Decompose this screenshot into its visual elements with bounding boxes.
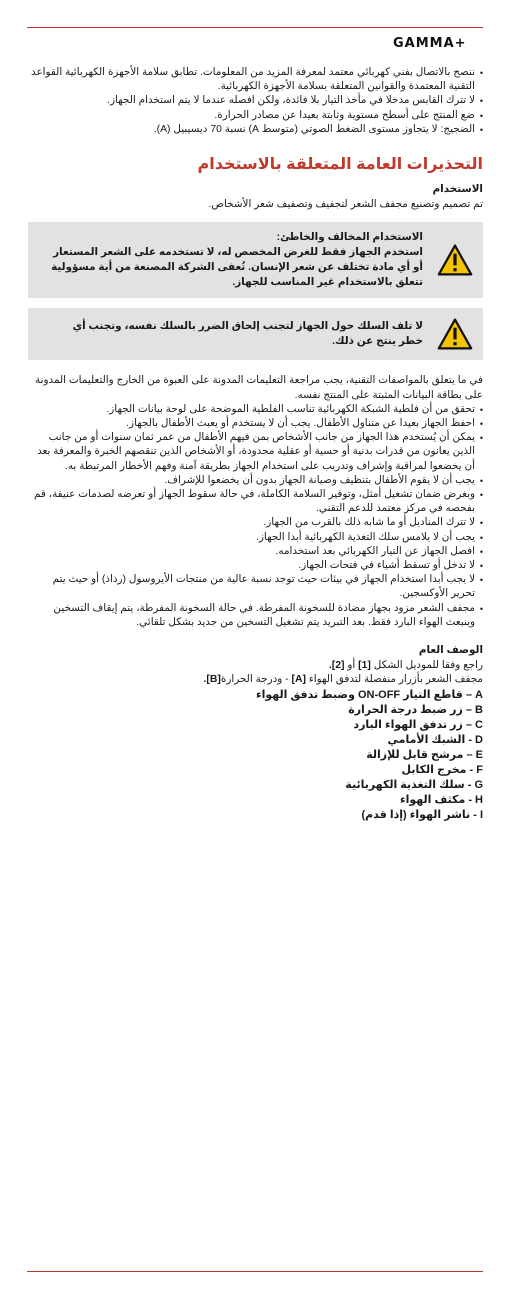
part-item: D - الشبك الأمامي [387,733,483,746]
figure-ref-2: [2]. [328,660,345,672]
warning-box-misuse [28,222,483,298]
list-item: • لا تترك المناديل أو ما شابه ذلك بالقرب من الجهاز. [28,516,483,530]
spec-paragraph: في ما يتعلق بالمواصفات التقنية، يجب مراجعة التعليمات المدونة على العبوة من الخارج والتعليمات المدونة على بطاقة البيانات المثبتة على المنتج نفسه. [35,375,483,401]
part-item: H - مكثف الهواء [399,793,483,806]
warning-box-cable [28,308,483,360]
section-title-warnings: التحذيرات العامة المتعلقة بالاستخدام [197,156,483,174]
part-item: A – قاطع التيار ON-OFF وضبط تدفق الهواء [256,688,483,701]
brand-logo: GAMMA+ [393,36,467,51]
usage-text: تم تصميم وتصنيع مجفف الشعر لتجفيف وتصفيف شعر الأشخاص. [208,199,483,211]
part-item: B – زر ضبط درجة الحرارة [348,703,483,716]
part-item: G - سلك التغذية الكهربائية [345,778,483,791]
list-item: • لا يجب أبدا استخدام الجهاز في بيئات حيث توجد نسبة عالية من منتجات الأيروسول (رذاذ) أو حيث يتم تحرير الأوكسجين. [28,573,483,601]
list-item: • لا تدخل أو تسقط أشياء في فتحات الجهاز. [28,559,483,573]
top-divider [27,27,483,28]
list-item: • احفظ الجهاز بعيدا عن متناول الأطفال. يجب أن لا يستخدم أو يعبث الأطفال بالجهاز. [28,417,483,431]
figure-ref-1: [1] [358,660,371,672]
intro-bullet-list [28,66,483,137]
description-title: الوصف العام [418,645,483,657]
part-item: E – مرشح قابل للإزالة [366,748,483,761]
description-buttons [28,673,483,687]
list-item: • ننصح بالاتصال بفني كهربائي معتمد لمعرفة المزيد من المعلومات. تطابق سلامة الأجهزة الكهربائية القواعد التقنية المعتمدة والقوانين المتعلقة بسلامة الأجهزة الكهربائية. [28,66,483,94]
text-run: راجع وفقا للموديل الشكل [370,660,483,672]
text-run: أو [344,660,359,672]
list-item: • افصل الجهاز عن التيار الكهربائي بعد استخدامه. [28,545,483,559]
warning-triangle-icon [437,316,473,352]
warning-text [48,230,423,290]
list-item: • تحقق من أن فلطية الشبكة الكهربائية تناسب الفلطية الموضحة على لوحة بيانات الجهاز. [28,403,483,417]
list-item: • يمكن أن يُستخدم هذا الجهاز من جانب الأشخاص بمن فيهم الأطفال من عمر ثمان سنوات أو من جانب الذين يعانون من قدرات بدنية أو حسية أو عقلية محدودة، أو الأشخاص الذين تنقصهم الخبرة والمعرفة بعد أن يخضعوا لمراقبة وإشراف وتدريب على استخدام الجهاز بطريقة آمنة وفهم الأخطار المرتبطة به. [28,431,483,474]
list-item: • لا تترك القابس مدخلا في مأخذ التيار بلا فائدة، ولكن افصله عندما لا يتم استخدام الجهاز. [28,94,483,108]
list-item: • يجب أن لا يلامس سلك التغذية الكهربائية أبدا الجهاز. [28,531,483,545]
list-item: • يجب أن لا يقوم الأطفال بتنظيف وصيانة الجهاز بدون أن يخضعوا للإشراف. [28,474,483,488]
text-run: مجفف الشعر بأزرار منفصلة لتدفق الهواء [305,674,483,686]
warning-body: لا تلف السلك حول الجهاز لتجنب إلحاق الضرر بالسلك نفسه، وتجنب أي خطر ينتج عن ذلك. [72,321,423,348]
list-item: • مجفف الشعر مزود بجهاز مضادة للسخونة المفرطة. في حالة السخونة المفرطة، يتم إيقاف التسخين وينبعث الهواء البارد فقط. بعد التبريد يتم تشغيل التسخين من جديد بشكل تلقائي. [28,602,483,630]
warning-body: استخدم الجهاز فقط للغرض المخصص له، لا تستخدمه على الشعر المستعار أو أي مادة تختلف عن شعر الإنسان. تُعفى الشركة المصنعة من أية مسؤولية تتعلق بالاستخدام غير المناسب للجهاز. [51,247,423,289]
bottom-divider [27,1271,483,1272]
description-figure-ref [28,659,483,673]
warning-triangle-icon [437,242,473,278]
text-run: - ودرجة الحرارة [220,674,292,686]
page-content [28,66,483,823]
part-ref-b: [B]. [203,674,221,686]
part-item: I - ناشر الهواء (إذا قدم) [361,808,483,821]
parts-list [28,688,483,823]
part-item: C – زر تدفق الهواء البارد [353,718,483,731]
warning-title: الاستخدام المخالف والخاطئ: [276,232,423,244]
list-item: • ضع المنتج على أسطح مستوية وثابتة بعيدا عن مصادر الحرارة. [28,109,483,123]
part-ref-a: [A] [291,674,306,686]
list-item: • وبغرض ضمان تشغيل أمثل، وتوفير السلامة الكاملة، في حالة سقوط الجهاز أو تعرضه لصدمات عنيفة، قم بفحصه في مركز معتمد للدعم التقني. [28,488,483,516]
usage-label: الاستخدام [432,184,483,196]
list-item: • الضجيج: لا يتجاوز مستوى الضغط الصوتي (متوسط A) نسبة 70 ديسيبيل (A). [28,123,483,137]
part-item: F - مخرج الكابل [401,763,483,776]
warnings-bullet-list [28,403,483,630]
